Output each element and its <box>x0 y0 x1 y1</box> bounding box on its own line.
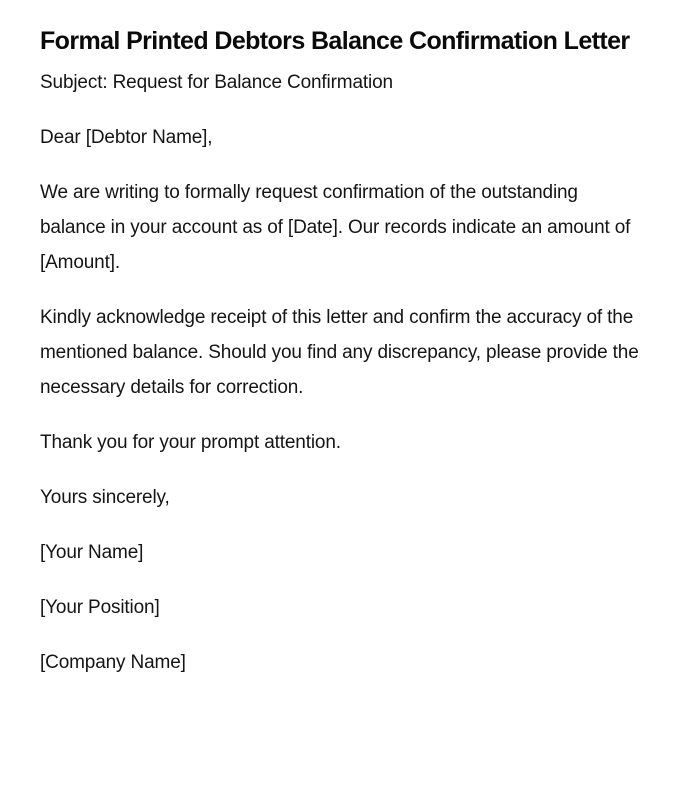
signature-position: [Your Position] <box>40 597 160 618</box>
body-paragraph-request: We are writing to formally request confirmation of the outstanding balance in your account as of [Date]. Our records indicate an amount of [Amount]. <box>40 182 631 273</box>
subject-line: Subject: Request for Balance Confirmation <box>40 72 393 93</box>
signature-name: [Your Name] <box>40 542 144 563</box>
signature-company: [Company Name] <box>40 652 186 673</box>
document-title: Formal Printed Debtors Balance Confirmation Letter <box>40 27 630 55</box>
letter-document <box>40 19 640 700</box>
salutation: Dear [Debtor Name], <box>40 127 213 148</box>
body-paragraph-thanks: Thank you for your prompt attention. <box>40 432 341 453</box>
closing: Yours sincerely, <box>40 487 170 508</box>
body-paragraph-acknowledge: Kindly acknowledge receipt of this letter and confirm the accuracy of the mentioned balance. Should you find any discrepancy, please provide the necessary details for correction. <box>40 307 639 398</box>
